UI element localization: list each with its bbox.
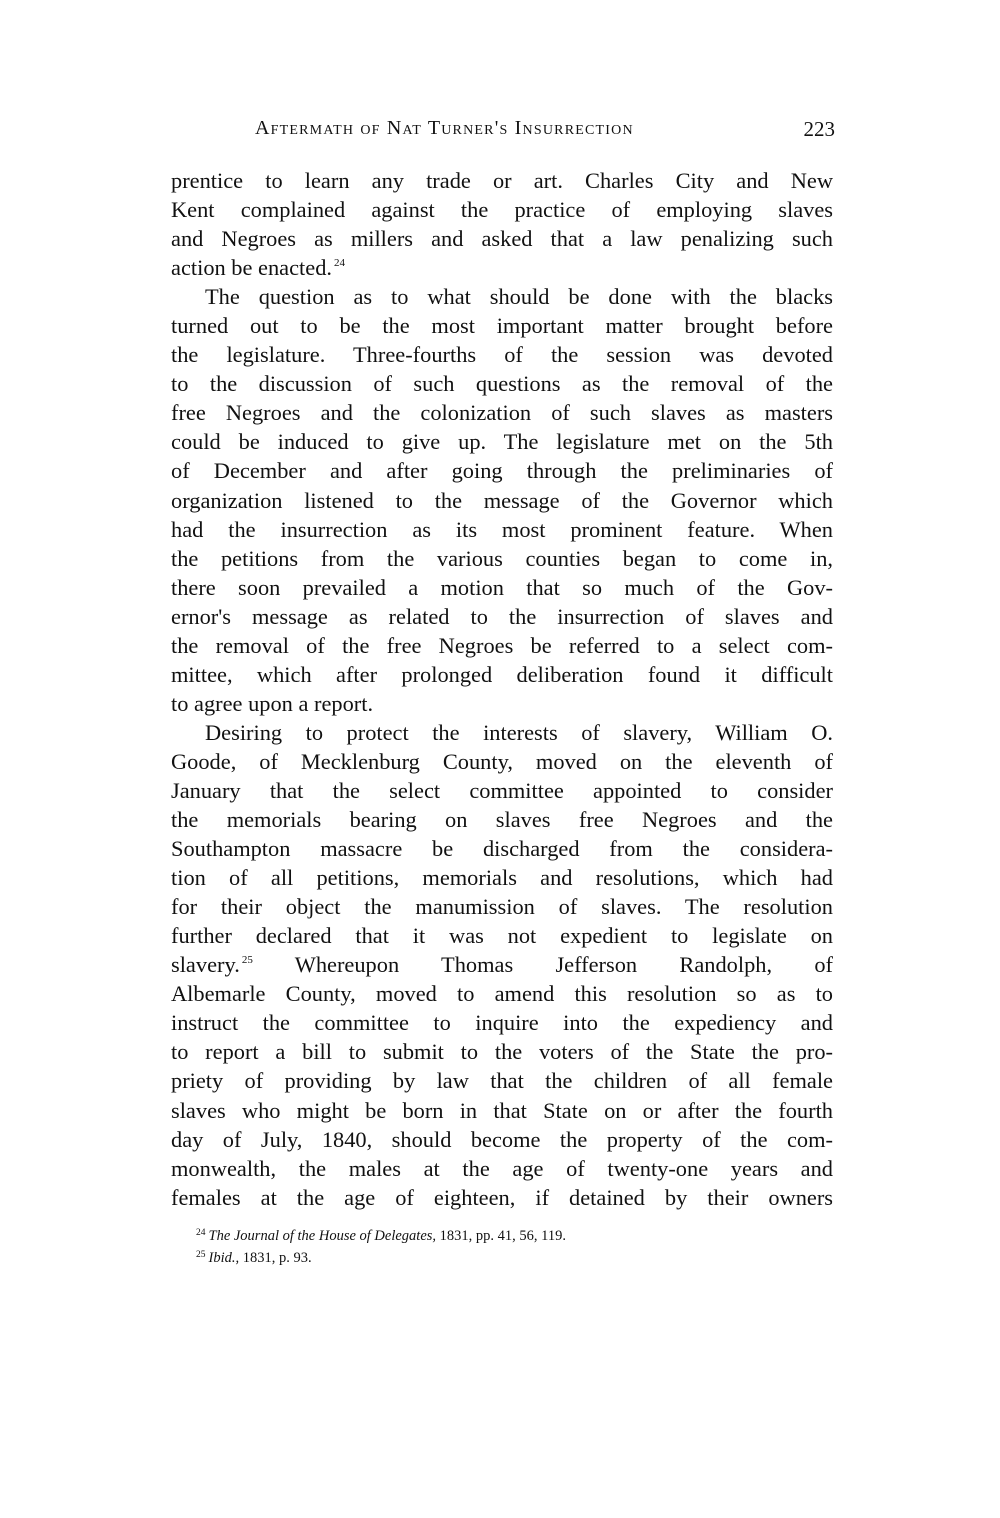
text-line: [171, 253, 833, 282]
text-line: instruct the committee to inquire into the expediency and: [171, 1010, 833, 1036]
paragraph-start: The question as to what should be done with the blacks: [205, 284, 833, 310]
text-line: there soon prevailed a motion that so much of the Gov-: [171, 574, 833, 600]
page-number: 223: [803, 117, 835, 141]
footnote-25: [196, 1247, 796, 1269]
body-text: [171, 166, 833, 1212]
text-line: monwealth, the males at the age of twenty-one years and: [171, 1155, 833, 1181]
text-line: turned out to be the most important matter brought before: [171, 313, 833, 339]
footnote-source-title: The Journal of the House of Delegates,: [208, 1228, 437, 1244]
text-line: tion of all petitions, memorials and resolutions, which had: [171, 865, 833, 891]
footnotes: [196, 1225, 796, 1269]
text-line: Southampton massacre be discharged from the considera-: [171, 836, 833, 862]
text-line: the petitions from the various counties began to come in,: [171, 545, 833, 571]
text-line: females at the age of eighteen, if detained by their owners: [171, 1184, 833, 1210]
text-line: could be induced to give up. The legislature met on the 5th: [171, 429, 833, 455]
text-line: Albemarle County, moved to amend this resolution so as to: [171, 981, 833, 1007]
text-line-content: Whereupon Thomas Jefferson Randolph, of: [294, 952, 833, 978]
text-line: ernor's message as related to the insurrection of slaves and: [171, 603, 833, 629]
footnote-number: 25: [196, 1250, 206, 1260]
text-line: slaves who might be born in that State on or after the fourth: [171, 1097, 833, 1123]
text-line: to agree upon a report.: [171, 690, 374, 716]
text-line: prentice to learn any trade or art. Charles City and New: [171, 168, 833, 193]
running-title: Aftermath of Nat Turner's Insurrection: [255, 117, 634, 139]
text-line: Kent complained against the practice of employing slaves: [171, 197, 833, 223]
footnote-source-title: Ibid.,: [208, 1250, 240, 1266]
text-line-content: action be enacted.: [171, 255, 332, 281]
text-line: mittee, which after prolonged deliberation found it difficult: [171, 661, 833, 687]
text-line: the removal of the free Negroes be referred to a select com-: [171, 632, 833, 658]
text-line: to report a bill to submit to the voters of the State the pro-: [171, 1039, 833, 1065]
footnote-ref-25[interactable]: 25: [241, 954, 253, 967]
footnote-number: 24: [196, 1228, 206, 1238]
footnote-text: 1831, p. 93.: [242, 1250, 312, 1266]
running-head: [255, 117, 835, 147]
text-line: day of July, 1840, should become the property of the com-: [171, 1126, 833, 1152]
text-line: the memorials bearing on slaves free Negroes and the: [171, 807, 833, 833]
text-line: further declared that it was not expedient to legislate on: [171, 923, 833, 949]
text-line: and Negroes as millers and asked that a law penalizing such: [171, 226, 833, 252]
text-line: had the insurrection as its most prominent feature. When: [171, 516, 833, 542]
text-line: to the discussion of such questions as the removal of the: [171, 371, 833, 397]
text-line: the legislature. Three-fourths of the session was devoted: [171, 342, 833, 368]
footnote-24: [196, 1225, 796, 1247]
paragraph-start: Desiring to protect the interests of slavery, William O.: [205, 719, 833, 745]
text-line: of December and after going through the preliminaries of: [171, 458, 833, 484]
text-line: [171, 950, 833, 979]
text-line: for their object the manumission of slaves. The resolution: [171, 894, 833, 920]
text-line-content: slavery.: [171, 952, 240, 978]
text-line: priety of providing by law that the children of all female: [171, 1068, 833, 1094]
text-line: free Negroes and the colonization of such slaves as masters: [171, 400, 833, 426]
text-line: Goode, of Mecklenburg County, moved on the eleventh of: [171, 748, 833, 774]
text-line: January that the select committee appointed to consider: [171, 777, 833, 803]
footnote-text: 1831, pp. 41, 56, 119.: [439, 1228, 567, 1244]
text-line: organization listened to the message of the Governor which: [171, 487, 833, 513]
footnote-ref-24[interactable]: 24: [334, 257, 345, 270]
